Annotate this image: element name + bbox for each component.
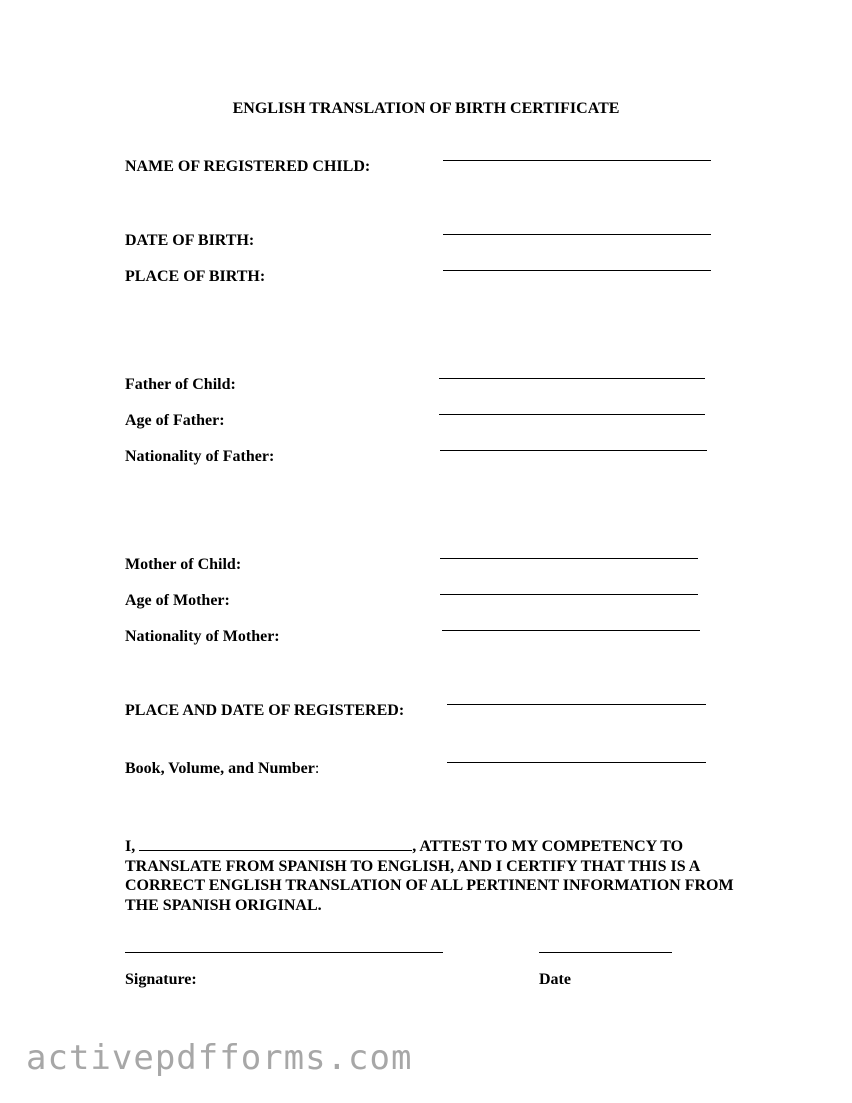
- date-of-birth-field[interactable]: [443, 234, 711, 235]
- child-name-field[interactable]: [443, 160, 711, 161]
- signature-label: Signature:: [125, 971, 197, 988]
- book-volume-number-field[interactable]: [447, 762, 706, 763]
- date-field[interactable]: [539, 952, 672, 953]
- mother-label: Mother of Child:: [125, 556, 242, 573]
- nationality-mother-label: Nationality of Mother:: [125, 628, 280, 645]
- age-mother-field[interactable]: [440, 594, 698, 595]
- attestation-statement: [125, 836, 745, 915]
- child-name-label: NAME OF REGISTERED CHILD:: [125, 158, 371, 175]
- place-date-registered-field[interactable]: [447, 704, 706, 705]
- date-label: Date: [539, 971, 571, 988]
- age-father-field[interactable]: [439, 414, 705, 415]
- attestation-text: , ATTEST TO MY COMPETENCY TO TRANSLATE FROM SPANISH TO ENGLISH, AND I CERTIFY THAT THIS IS A CORRECT ENGLISH TRANSLATION OF ALL PERTINENT INFORMATION FROM THE SPANISH ORIGINAL.: [125, 838, 734, 914]
- age-mother-label: Age of Mother:: [125, 592, 230, 609]
- nationality-father-field[interactable]: [440, 450, 707, 451]
- translator-name-field[interactable]: [139, 836, 412, 851]
- place-date-registered-label: PLACE AND DATE OF REGISTERED:: [125, 702, 405, 719]
- book-volume-number-colon: :: [314, 760, 320, 777]
- nationality-mother-field[interactable]: [442, 630, 700, 631]
- father-field[interactable]: [439, 378, 705, 379]
- place-of-birth-label: PLACE OF BIRTH:: [125, 268, 266, 285]
- father-label: Father of Child:: [125, 376, 236, 393]
- document-title: ENGLISH TRANSLATION OF BIRTH CERTIFICATE: [232, 100, 620, 117]
- mother-field[interactable]: [440, 558, 698, 559]
- book-volume-number-label: [125, 760, 319, 778]
- nationality-father-label: Nationality of Father:: [125, 448, 275, 465]
- book-volume-number-text: Book, Volume, and Number: [125, 760, 315, 777]
- signature-field[interactable]: [125, 952, 443, 953]
- place-of-birth-field[interactable]: [443, 270, 711, 271]
- site-watermark: activepdfforms.com: [26, 1038, 413, 1078]
- date-of-birth-label: DATE OF BIRTH:: [125, 232, 255, 249]
- attestation-prefix: I,: [125, 838, 136, 855]
- age-father-label: Age of Father:: [125, 412, 225, 429]
